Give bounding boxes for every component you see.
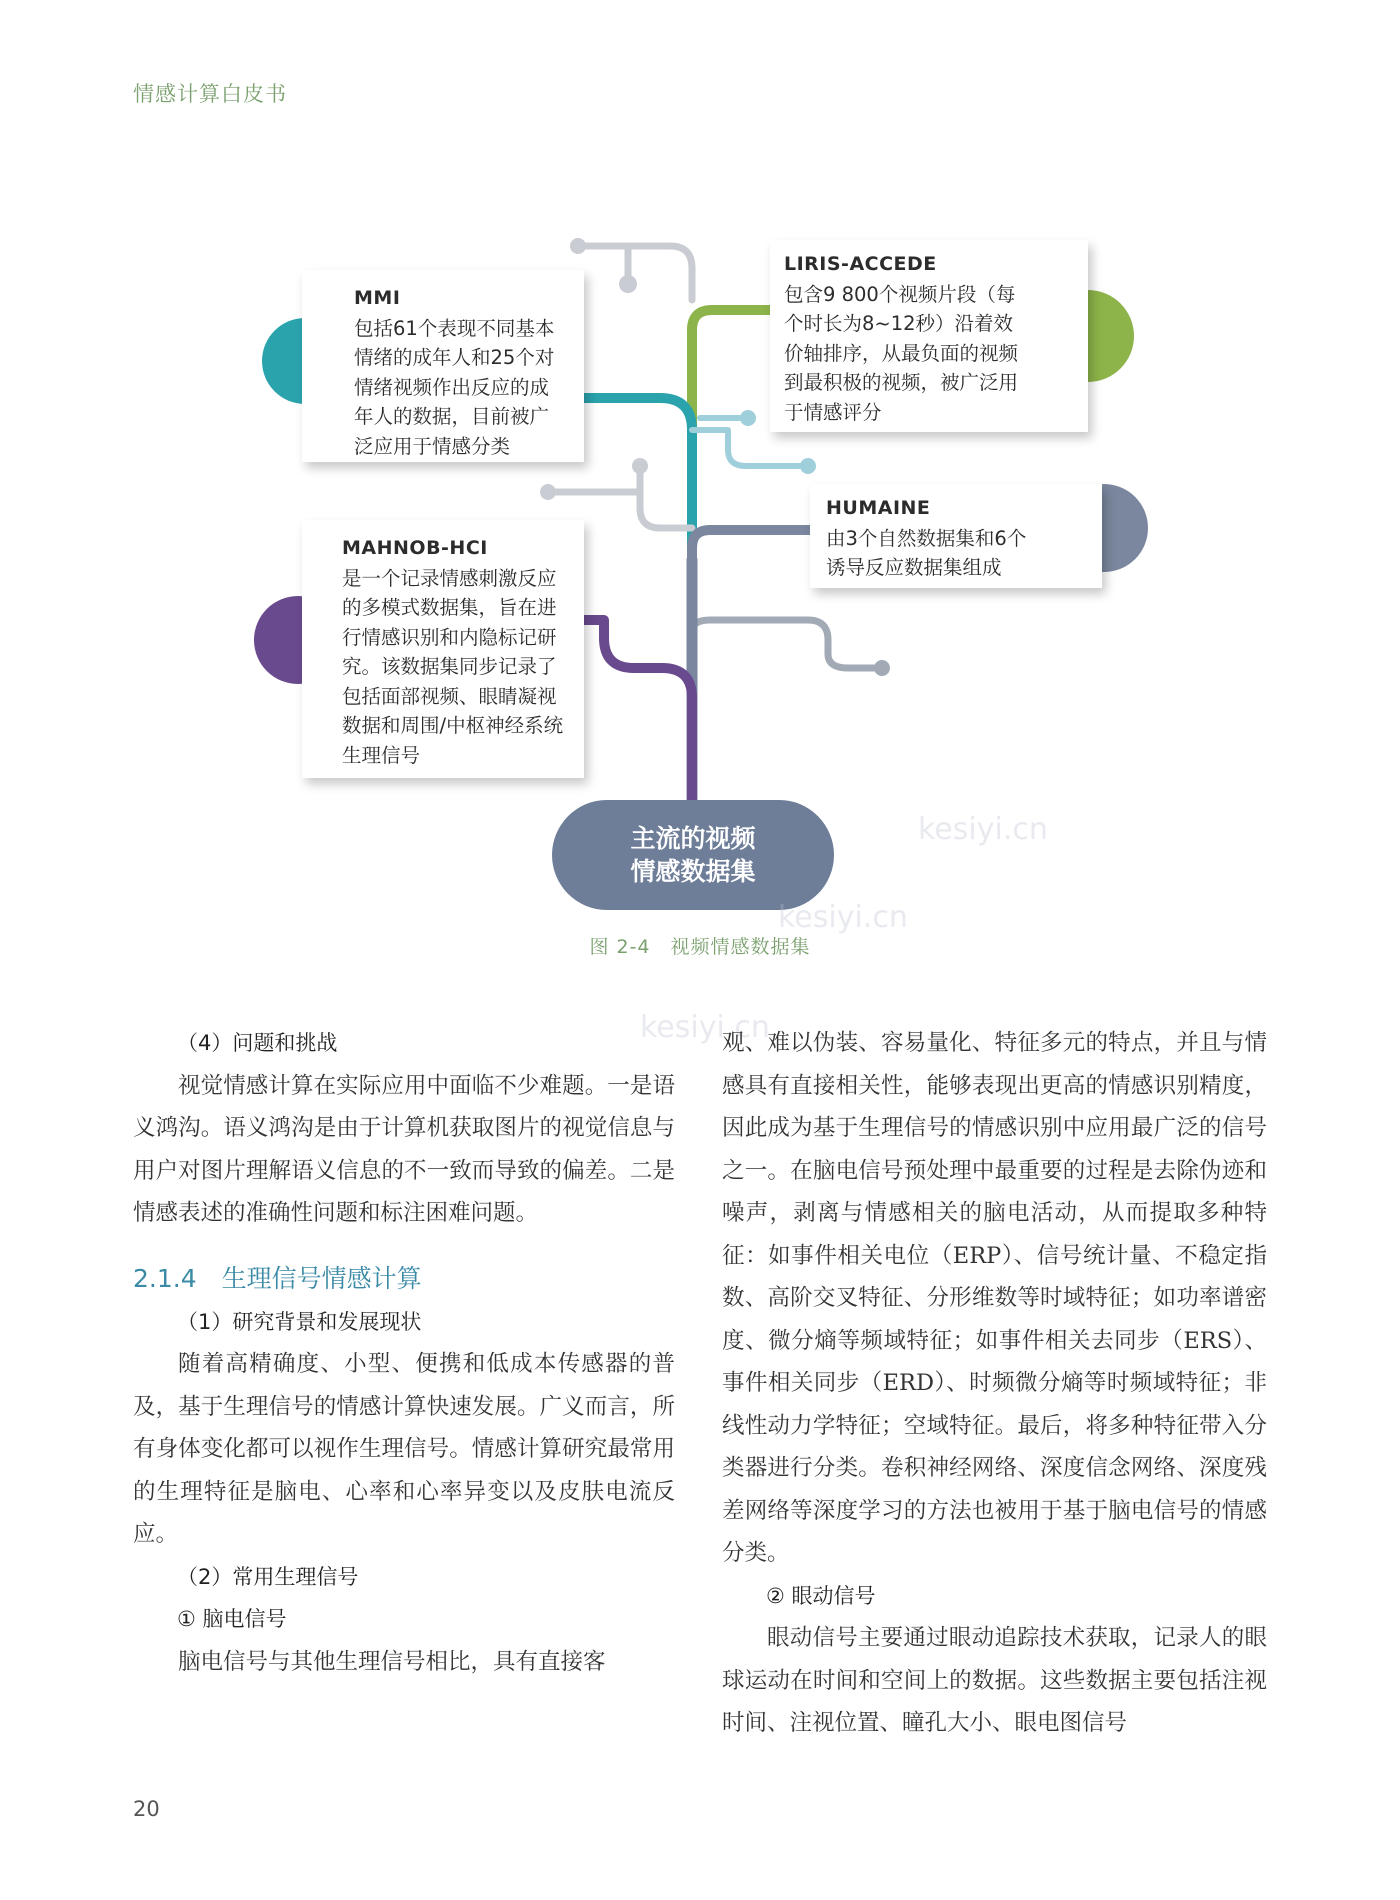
card-line: 个时长为8~12秒）沿着效 bbox=[784, 312, 1014, 335]
branch-gray-left bbox=[640, 466, 692, 528]
card-line: 生理信号 bbox=[342, 743, 421, 767]
node-dot bbox=[540, 484, 556, 500]
node-dot bbox=[740, 410, 756, 426]
card-title: MAHNOB-HCI bbox=[342, 537, 488, 559]
card-line: 泛应用于情感分类 bbox=[354, 434, 511, 458]
branch-top-gray bbox=[578, 246, 692, 300]
right-column bbox=[722, 1022, 1267, 1745]
node-dot bbox=[800, 458, 816, 474]
branch-light bbox=[692, 430, 808, 466]
subheading-background: （1）研究背景和发展现状 bbox=[177, 1309, 422, 1334]
card-line: 诱导反应数据集组成 bbox=[826, 556, 1002, 579]
branch-humaine bbox=[692, 530, 820, 600]
watermark: kesiyi.cn bbox=[640, 1010, 770, 1045]
card-title: MMI bbox=[354, 287, 401, 309]
branch-mahnob bbox=[584, 620, 692, 800]
card-line: 情绪的成年人和25个对 bbox=[354, 346, 555, 369]
card-line: 情绪视频作出反应的成 bbox=[354, 375, 550, 399]
paragraph: 脑电信号与其他生理信号相比，具有直接客 bbox=[178, 1648, 606, 1675]
card-line: 价轴排序，从最负面的视频 bbox=[784, 341, 1019, 365]
page-number: 20 bbox=[133, 1797, 160, 1821]
subheading-signals: （2）常用生理信号 bbox=[177, 1564, 359, 1589]
card-line: 于情感评分 bbox=[784, 400, 882, 424]
watermark: kesiyi.cn bbox=[778, 900, 908, 935]
card-line: 由3个自然数据集和6个 bbox=[826, 526, 1027, 550]
paragraph: 随着高精确度、小型、便携和低成本传感器的普及，基于生理信号的情感计算快速发展。广义而言，所有身体变化都可以视作生理信号。情感计算研究最常用的生理特征是脑电、心率和心率异变以及皮肤电流反应。 bbox=[133, 1351, 675, 1547]
card-line: 的多模式数据集，旨在进 bbox=[342, 596, 557, 619]
node-dot bbox=[619, 275, 637, 293]
card-line: 行情感识别和内隐标记研 bbox=[342, 625, 557, 649]
card-line: 包含9 800个视频片段（每 bbox=[784, 282, 1016, 306]
card-line: 年人的数据，目前被广 bbox=[354, 405, 550, 428]
subheading-challenges: （4）问题和挑战 bbox=[177, 1031, 338, 1055]
paragraph: 眼动信号主要通过眼动追踪技术获取，记录人的眼球运动在时间和空间上的数据。这些数据主要包括注视时间、注视位置、瞳孔大小、眼电图信号 bbox=[722, 1625, 1267, 1736]
figure-caption: 图 2-4 视频情感数据集 bbox=[589, 936, 811, 958]
watermark: kesiyi.cn bbox=[918, 812, 1048, 847]
left-column bbox=[133, 1022, 675, 1683]
card-line: 到最积极的视频，被广泛用 bbox=[784, 371, 1019, 394]
subheading-eye: ② 眼动信号 bbox=[766, 1583, 876, 1608]
node-dot bbox=[874, 660, 890, 676]
center-node-line: 情感数据集 bbox=[630, 857, 756, 886]
card-line: 数据和周围/中枢神经系统 bbox=[342, 714, 564, 737]
card-line: 究。该数据集同步记录了 bbox=[342, 655, 557, 678]
card-line: 是一个记录情感刺激反应 bbox=[342, 566, 557, 590]
subheading-eeg: ① 脑电信号 bbox=[177, 1607, 287, 1631]
running-header: 情感计算白皮书 bbox=[133, 82, 287, 106]
card-line: 包括面部视频、眼睛凝视 bbox=[342, 684, 557, 708]
section-heading: 2.1.4 生理信号情感计算 bbox=[133, 1263, 422, 1293]
center-node-line: 主流的视频 bbox=[630, 824, 756, 853]
center-node bbox=[552, 800, 834, 910]
branch-gray-right bbox=[692, 620, 882, 668]
card-mahnob bbox=[302, 520, 584, 778]
card-liris bbox=[770, 240, 1088, 432]
card-line: 包括61个表现不同基本 bbox=[354, 316, 555, 340]
card-humaine bbox=[810, 484, 1102, 588]
node-dot bbox=[570, 238, 586, 254]
card-title: HUMAINE bbox=[826, 497, 931, 519]
paragraph: 视觉情感计算在实际应用中面临不少难题。一是语义鸿沟。语义鸿沟是由于计算机获取图片的视觉信息与用户对图片理解语义信息的不一致而导致的偏差。二是情感表述的准确性问题和标注困难问题。 bbox=[133, 1072, 675, 1226]
paragraph: 观、难以伪装、容易量化、特征多元的特点，并且与情感具有直接相关性，能够表现出更高的情感识别精度，因此成为基于生理信号的情感识别中应用最广泛的信号之一。在脑电信号预处理中最重要的过程是去除伪迹和噪声，剥离与情感相关的脑电活动，从而提取多种特征：如事件相关电位（ERP）、信号统计量、不稳定指数、高阶交叉特征、分形维数等时域特征；如功率谱密度、微分熵等频域特征；如事件相关去同步（ERS）、事件相关同步（ERD）、时频微分熵等时频域特征；非线性动力学特征；空域特征。最后，将多种特征带入分类器进行分类。卷积神经网络、深度信念网络、深度残差网络等深度学习的方法也被用于基于脑电信号的情感分类。 bbox=[722, 1030, 1267, 1566]
card-title: LIRIS-ACCEDE bbox=[784, 253, 937, 275]
card-mmi bbox=[302, 270, 584, 462]
node-dot bbox=[632, 458, 648, 474]
